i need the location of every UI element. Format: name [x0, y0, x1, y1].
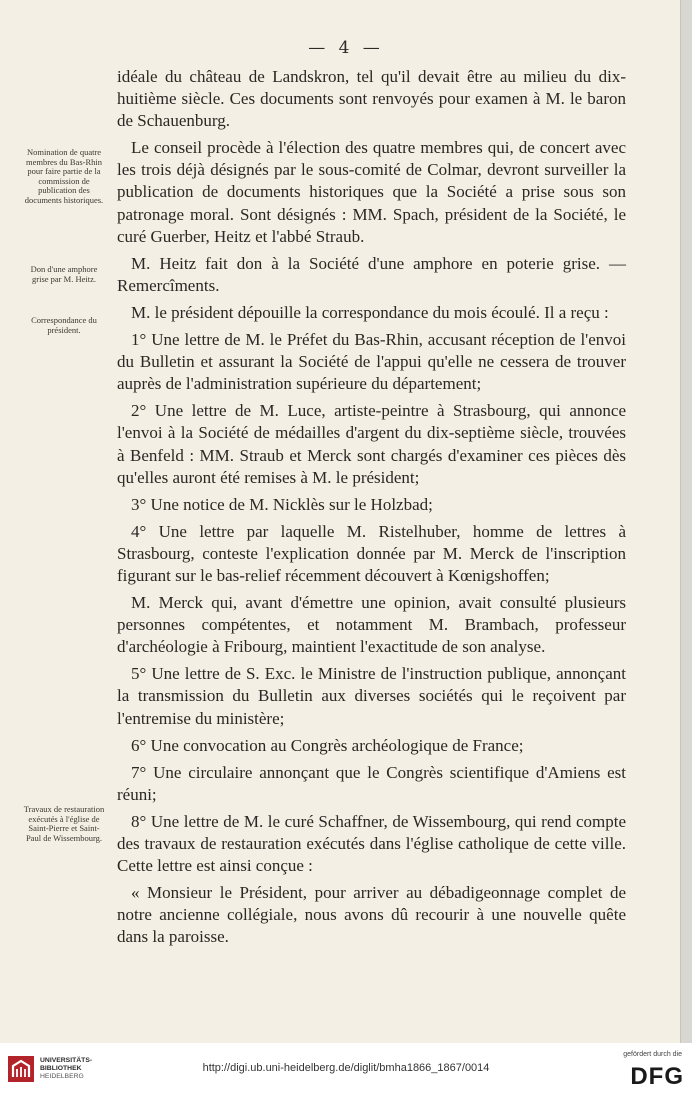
- paragraph: M. le président dépouille la correspondance du mois écoulé. Il a reçu :: [131, 302, 609, 322]
- margin-note-correspondance: Correspondance du président.: [31, 315, 97, 335]
- paragraph: 7° Une circulaire annonçant que le Congrès scientifique d'Amiens est réuni;: [117, 762, 626, 804]
- viewer-footer: [0, 1043, 692, 1097]
- paragraph: 3° Une notice de M. Nicklès sur le Holzbad;: [131, 494, 433, 514]
- paragraph: M. Heitz fait don à la Société d'une amphore en poterie grise. — Remercîments.: [117, 253, 626, 295]
- paragraph: 2° Une lettre de M. Luce, artiste-peintre à Strasbourg, qui annonce l'envoi à la Société de médailles d'argent du dix-septième siècle, trouvées à Benfeld : MM. Straub et Merck sont chargés d'examiner ces pièces dès qu'elles auront été remises à M. le président;: [117, 401, 626, 487]
- margin-note-nomination: Nomination de quatre membres du Bas-Rhin pour faire partie de la commission de publication des documents historiques.: [24, 147, 104, 205]
- margin-note-travaux: Travaux de restauration exécutés à l'église de Saint-Pierre et Saint-Paul de Wissembourg.: [23, 804, 105, 843]
- margin-note-amphore: Don d'une amphore grise par M. Heitz.: [30, 264, 98, 284]
- dfg-logo: DFG: [630, 1063, 684, 1090]
- paragraph: 4° Une lettre par laquelle M. Ristelhuber, homme de lettres à Strasbourg, conteste l'explication donnée par M. Merck de l'inscription figurant sur le bas-relief récemment découvert à Kœnigshoffen;: [117, 521, 626, 585]
- paragraph: idéale du château de Landskron, tel qu'il devait être au milieu du dix-huitième siècle. Ces documents sont renvoyés pour examen à M. le baron de Schauenburg.: [117, 67, 626, 131]
- paragraph: M. Merck qui, avant d'émettre une opinion, avait consulté plusieurs personnes compétentes, et notamment M. Brambach, professeur d'archéologie à Fribourg, maintient l'exactitude de son analyse.: [117, 593, 626, 657]
- permalink-url[interactable]: http://digi.ub.uni-heidelberg.de/diglit/bmha1866_1867/0014: [202, 1062, 490, 1074]
- paragraph: « Monsieur le Président, pour arriver au débadigeonnage complet de notre ancienne collégiale, nous avons dû recourir à une nouvelle quête dans la paroisse.: [117, 883, 626, 947]
- paragraph: 8° Une lettre de M. le curé Schaffner, de Wissembourg, qui rend compte des travaux de restauration exécutés dans l'église catholique de cette ville. Cette lettre est ainsi conçue :: [117, 811, 626, 876]
- paragraph: Le conseil procède à l'élection des quatre membres qui, de concert avec les trois déjà désignés par le sous-comité de Colmar, devront surveiller la publication de documents historiques que la Société a prise sous son patronage moral. Sont désignés : MM. Spach, président de la Société, le curé Guerber, Heitz et l'abbé Straub.: [117, 138, 626, 246]
- page-number: — 4 —: [308, 38, 384, 58]
- body-text: [117, 66, 626, 953]
- paragraph: 1° Une lettre de M. le Préfet du Bas-Rhin, accusant réception de l'envoi du Bulletin et assurant la Société de l'appui qu'elle ne cessera de trouver auprès de l'administration supérieure du département;: [117, 330, 626, 394]
- library-name-line: UNIVERSITÄTS-: [40, 1057, 93, 1064]
- library-name-line: HEIDELBERG: [40, 1072, 84, 1080]
- library-name-line: BIBLIOTHEK: [40, 1064, 82, 1072]
- funder-caption: gefördert durch die: [623, 1051, 682, 1058]
- paragraph: 5° Une lettre de S. Exc. le Ministre de l'instruction publique, annonçant la transmission du Bulletin aux diverses sociétés qui le reçoivent par l'entremise du ministère;: [117, 664, 626, 728]
- paragraph: 6° Une convocation au Congrès archéologique de France;: [131, 735, 524, 755]
